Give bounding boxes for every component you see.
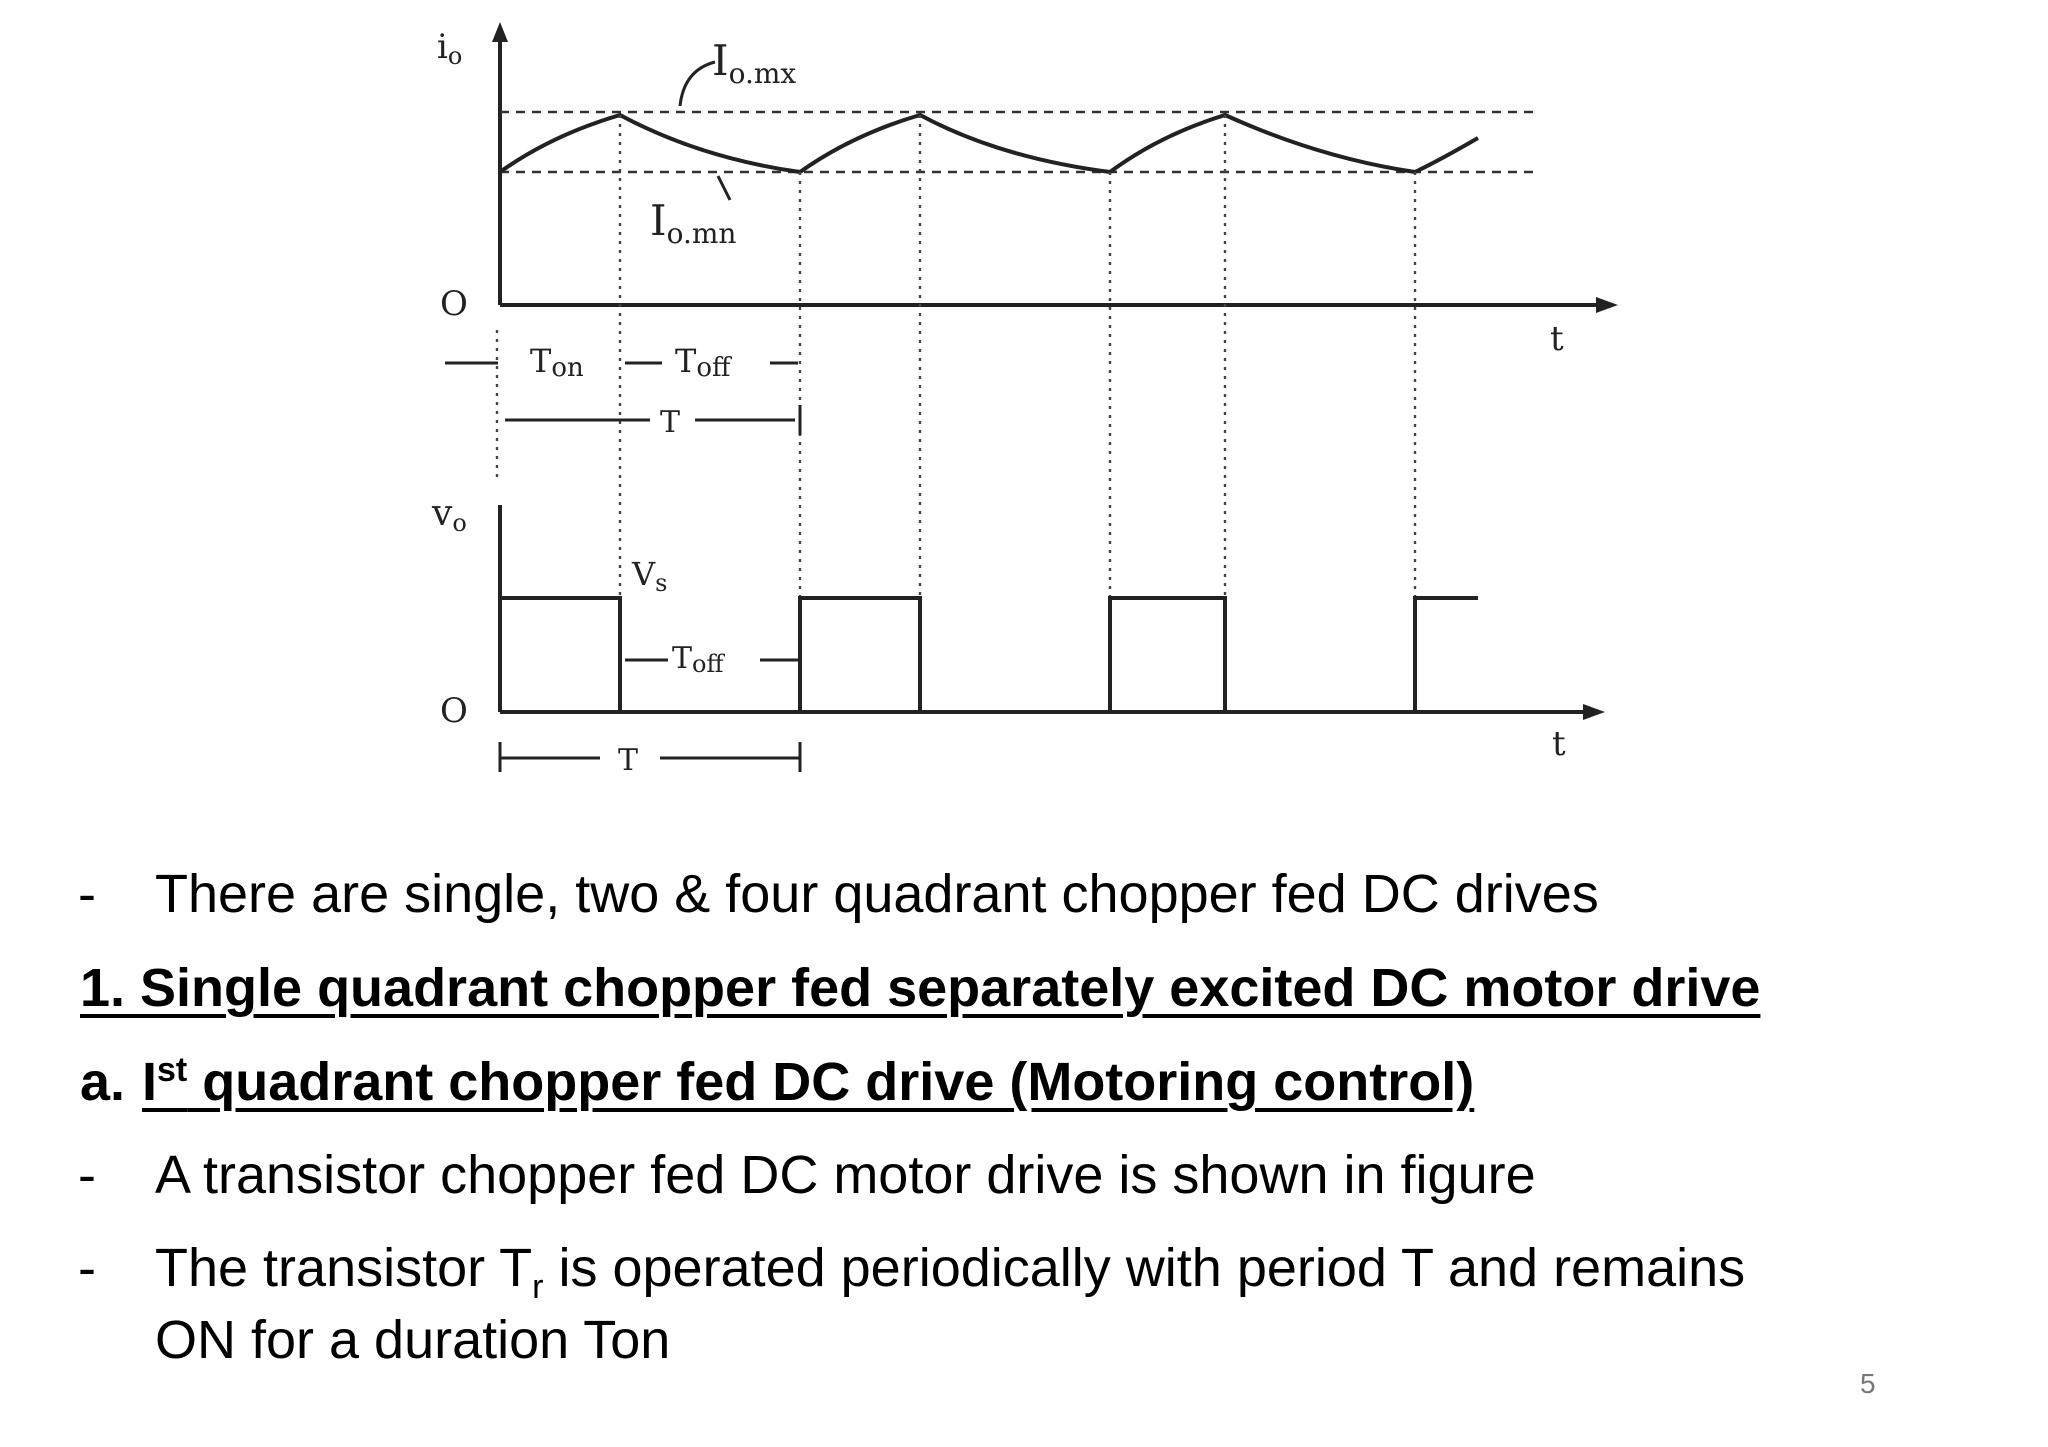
vs-label: Vs xyxy=(632,555,668,597)
bullet-dash: - xyxy=(78,864,96,924)
vo-voltage-pulses xyxy=(500,598,1478,712)
bullet-text-line1: The transistor $T_r$ is operated periodically with period T and remains xyxy=(155,1238,1746,1306)
io-max-leader xyxy=(680,62,715,106)
io-min-label: Io.mn xyxy=(650,196,737,250)
heading-text: 1. Single quadrant chopper fed separately excited DC motor drive xyxy=(80,958,1761,1018)
bullet-text: There are single, two & four quadrant chopper fed DC drives xyxy=(155,864,1599,924)
io-max-label: Io.mx xyxy=(712,36,797,90)
io-axis-arrowhead xyxy=(492,22,508,42)
t-bottom-label: t xyxy=(1552,724,1566,764)
period-top-label: T xyxy=(660,405,681,440)
vo-time-axis-arrowhead xyxy=(1583,704,1605,720)
io-time-axis-arrowhead xyxy=(1596,297,1618,313)
period-bottom-label: T xyxy=(618,743,639,778)
zero-top-label: O xyxy=(440,284,468,324)
bullet-text-line2: ON for a duration Ton xyxy=(155,1310,671,1370)
bullet-dash: - xyxy=(78,1238,96,1298)
heading-prefix: a. xyxy=(80,1052,126,1112)
bullet-dash: - xyxy=(78,1145,96,1205)
vo-axis-label: vo xyxy=(432,493,467,537)
toff-bottom-label: Toff xyxy=(672,641,724,678)
heading-underlined-title: Ist quadrant chopper fed DC drive (Motoring control) xyxy=(142,1051,1475,1112)
ton-label: Ton xyxy=(530,342,584,383)
bullet-text: A transistor chopper fed DC motor drive is shown in figure xyxy=(155,1145,1536,1205)
t-top-label: t xyxy=(1550,319,1564,359)
io-axis-label: io xyxy=(437,27,463,70)
zero-bottom-label: O xyxy=(440,691,468,731)
toff-top-label: Toff xyxy=(675,342,731,383)
io-current-curve xyxy=(500,115,1478,172)
io-min-leader xyxy=(718,176,730,200)
slide-page-number: 5 xyxy=(1860,1368,1876,1399)
